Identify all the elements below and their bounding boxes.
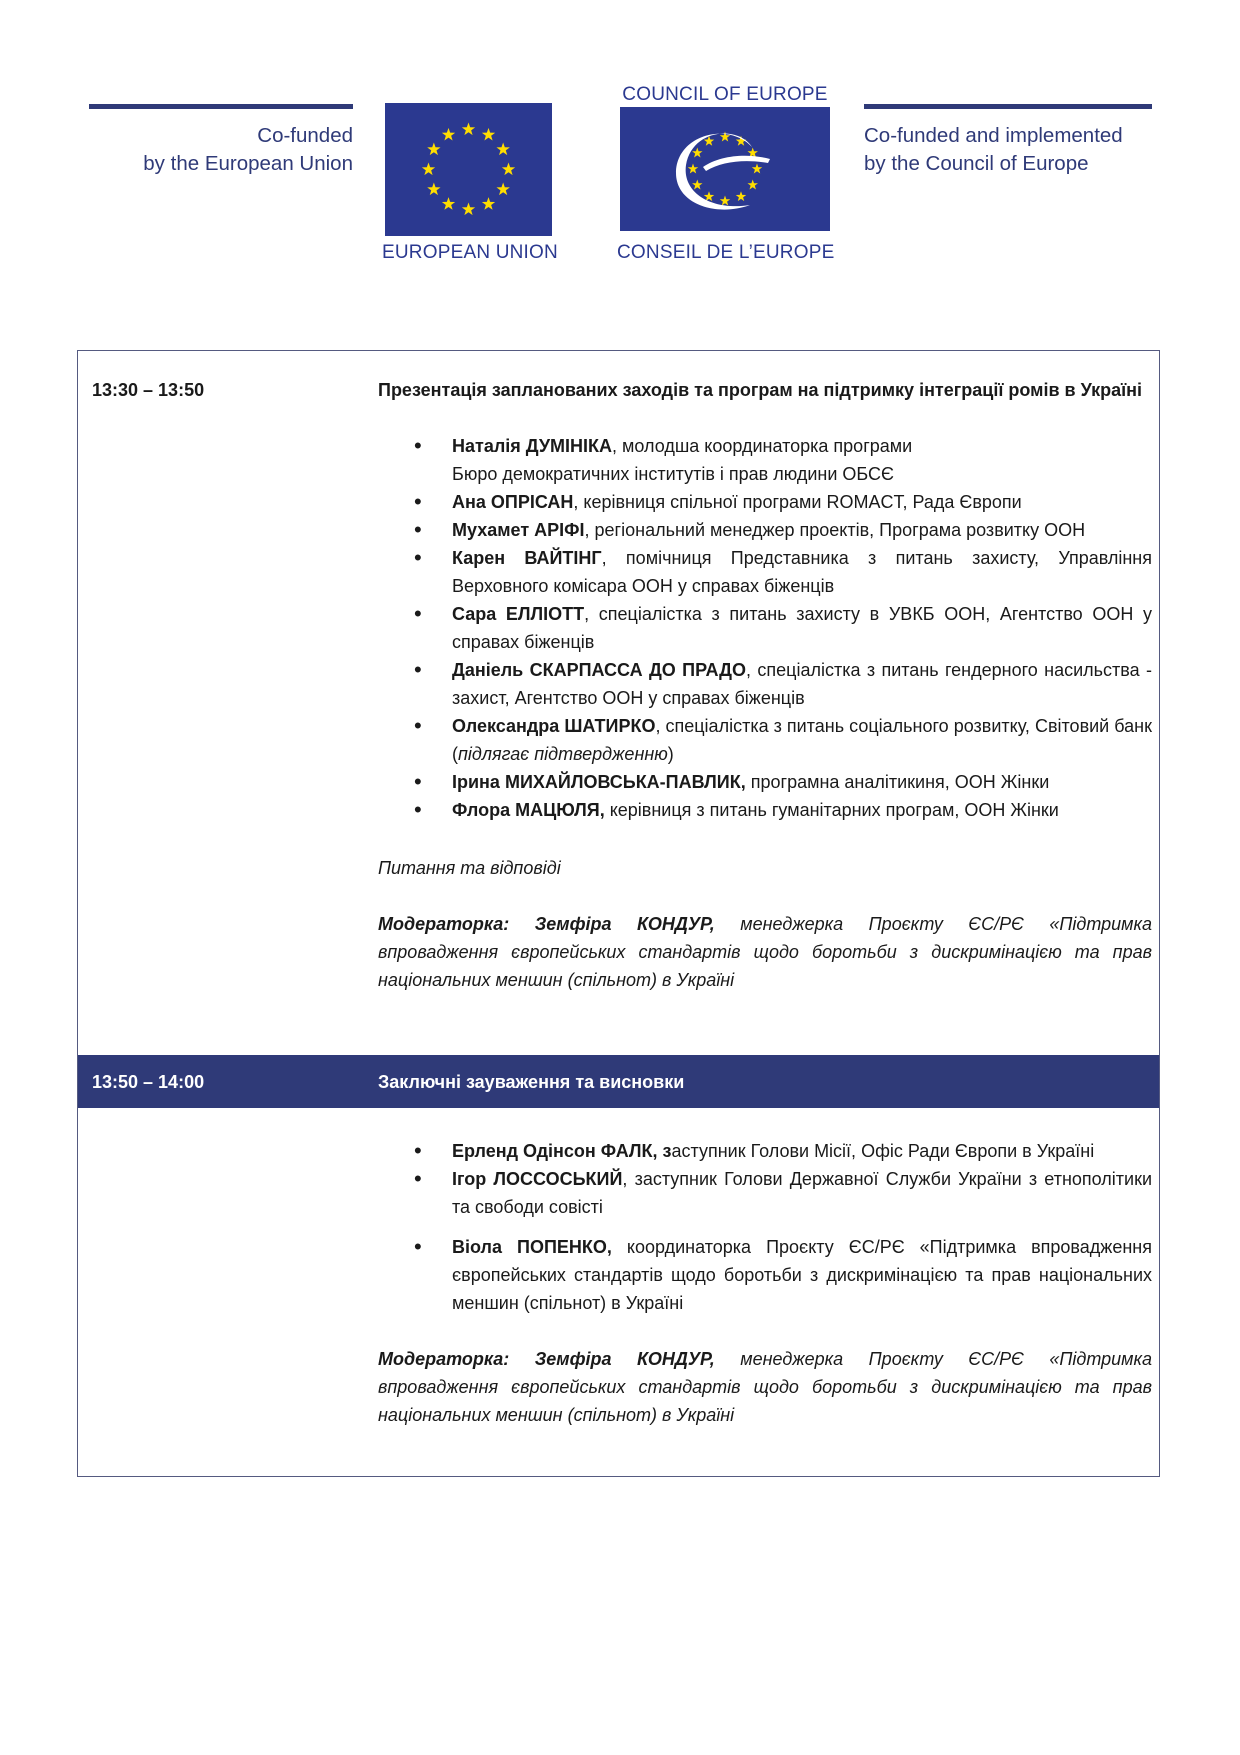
session-2-time: 13:50 – 14:00 bbox=[92, 1072, 205, 1092]
star-icon bbox=[462, 203, 475, 216]
star-icon bbox=[482, 197, 495, 210]
list-item bbox=[378, 432, 1152, 488]
speaker-note: підлягає підтвердженню bbox=[458, 744, 668, 764]
speaker-role-line-2: Бюро демократичних інститутів і прав людини ОБСЄ bbox=[452, 464, 894, 484]
star-icon bbox=[752, 164, 762, 174]
speaker-name: Ірина МИХАЙЛОВСЬКА-ПАВЛИК, bbox=[452, 772, 746, 792]
list-item bbox=[378, 1233, 1152, 1317]
agenda-table bbox=[77, 350, 1160, 1477]
star-icon bbox=[692, 148, 702, 158]
speaker-name: Олександра ШАТИРКО bbox=[452, 716, 656, 736]
speaker-name: Віола ПОПЕНКО, bbox=[452, 1237, 612, 1257]
star-icon bbox=[462, 123, 475, 136]
speaker-role: програмна аналітикиня, ООН Жінки bbox=[745, 772, 1050, 792]
session-1-title: Презентація запланованих заходів та програм на підтримку інтеграції ромів в Україні bbox=[378, 380, 1143, 400]
coe-cofunded-line-1: Co-funded and implemented bbox=[864, 124, 1123, 147]
speaker-name: Флора МАЦЮЛЯ, bbox=[452, 800, 605, 820]
list-item bbox=[378, 516, 1152, 544]
session-1-time: 13:30 – 13:50 bbox=[92, 380, 205, 400]
star-icon bbox=[427, 183, 440, 196]
speaker-role: , регіональний менеджер проектів, Програма розвитку ООН bbox=[584, 520, 1086, 540]
session-1-qa: Питання та відповіді bbox=[378, 858, 561, 878]
speaker-name: Ігор ЛОССОСЬКИЙ bbox=[452, 1169, 623, 1189]
left-header-rule bbox=[89, 104, 353, 109]
speaker-role-end: ) bbox=[667, 744, 674, 764]
eu-cofunded-statement bbox=[89, 122, 353, 178]
moderator-label: Модераторка: Земфіра КОНДУР, bbox=[378, 1349, 715, 1369]
star-icon bbox=[422, 163, 435, 176]
speaker-name: Наталія ДУМІНІКА bbox=[452, 436, 612, 456]
speaker-role: , заступник Голови Державної Служби України з етнополітики та свободи совісті bbox=[452, 1169, 1152, 1217]
list-item bbox=[378, 1165, 1152, 1221]
star-icon bbox=[427, 143, 440, 156]
list-item bbox=[378, 1137, 1152, 1165]
eu-cofunded-line-1: Co-funded bbox=[257, 124, 353, 147]
eu-cofunded-line-2: by the European Union bbox=[143, 152, 353, 175]
list-item bbox=[378, 768, 1152, 796]
list-item bbox=[378, 796, 1152, 824]
star-icon bbox=[720, 132, 730, 142]
speaker-name: Ерленд Одінсон ФАЛК, з bbox=[452, 1141, 672, 1161]
speaker-role: , помічниця Представника з питань захисту, Управління Верховного комісара ООН у справах біженців bbox=[452, 548, 1152, 596]
list-item bbox=[378, 488, 1152, 516]
speaker-name: Сара ЕЛЛІОТТ bbox=[452, 604, 585, 624]
coe-logo bbox=[620, 107, 830, 231]
coe-cofunded-line-2: by the Council of Europe bbox=[864, 152, 1089, 175]
list-item bbox=[378, 600, 1152, 656]
coe-logo-caption-en: COUNCIL OF EUROPE bbox=[622, 84, 828, 105]
session-2-speaker-list bbox=[378, 1137, 1152, 1317]
star-icon bbox=[688, 164, 698, 174]
session-2-header-band bbox=[78, 1055, 1159, 1108]
star-icon bbox=[502, 163, 515, 176]
star-icon bbox=[496, 183, 509, 196]
moderator-label: Модераторка: Земфіра КОНДУР, bbox=[378, 914, 715, 934]
eu-flag-logo bbox=[385, 103, 552, 236]
eu-logo-caption: EUROPEAN UNION bbox=[382, 242, 558, 263]
speaker-name: Карен ВАЙТІНГ bbox=[452, 548, 602, 568]
speaker-role: координаторка Проєкту ЄС/РЄ «Підтримка впровадження європейських стандартів щодо боротьби з дискримінацією та прав національних меншин (спільнот) в Україні bbox=[452, 1237, 1152, 1313]
session-2-title: Заключні зауваження та висновки bbox=[378, 1072, 685, 1092]
star-icon bbox=[720, 196, 730, 206]
right-header-rule bbox=[864, 104, 1152, 109]
star-icon bbox=[692, 180, 702, 190]
star-icon bbox=[496, 143, 509, 156]
coe-cofunded-statement bbox=[864, 122, 1164, 178]
speaker-role: , молодша координаторка програми bbox=[612, 436, 913, 456]
speaker-name: Мухамет АРІФІ bbox=[452, 520, 585, 540]
speaker-name: Даніель СКАРПАССА ДО ПРАДО bbox=[452, 660, 747, 680]
moderator-text: менеджерка Проєкту ЄС/РЄ «Підтримка впровадження європейських стандартів щодо боротьби з дискримінацією та прав національних меншин (спільнот) в Україні bbox=[378, 1349, 1153, 1425]
session-2-moderator bbox=[378, 1345, 1152, 1429]
speaker-role: , спеціалістка з питань гендерного насильства - захист, Агентство ООН у справах біженців bbox=[452, 660, 1152, 708]
star-icon bbox=[442, 197, 455, 210]
moderator-text: менеджерка Проєкту ЄС/РЄ «Підтримка впровадження європейських стандартів щодо боротьби з дискримінацією та прав національних меншин (спільнот) в Україні bbox=[378, 914, 1153, 990]
speaker-name: Ана ОПРІСАН bbox=[452, 492, 574, 512]
session-1-speaker-list bbox=[378, 432, 1152, 824]
speaker-role: , спеціалістка з питань соціального розвитку, Світовий банк ( bbox=[452, 716, 1152, 764]
speaker-role: керівниця з питань гуманітарних програм, ООН Жінки bbox=[604, 800, 1059, 820]
speaker-role: , керівниця спільної програми ROMACT, Рада Європи bbox=[573, 492, 1022, 512]
speaker-role: , спеціалістка з питань захисту в УВКБ ООН, Агентство ООН у справах біженців bbox=[452, 604, 1152, 652]
star-icon bbox=[747, 180, 757, 190]
session-2-content bbox=[378, 1137, 1152, 1429]
list-item bbox=[378, 544, 1152, 600]
session-1-moderator bbox=[378, 910, 1152, 994]
speaker-role: аступник Голови Місії, Офіс Ради Європи в Україні bbox=[671, 1141, 1095, 1161]
eu-stars-icon bbox=[385, 103, 552, 236]
star-icon bbox=[482, 128, 495, 141]
star-icon bbox=[736, 191, 746, 201]
list-item bbox=[378, 712, 1152, 768]
coe-emblem-icon bbox=[620, 107, 830, 231]
list-item bbox=[378, 656, 1152, 712]
coe-logo-caption-fr: CONSEIL DE L’EUROPE bbox=[617, 242, 835, 263]
star-icon bbox=[442, 128, 455, 141]
session-1-content bbox=[378, 432, 1152, 994]
